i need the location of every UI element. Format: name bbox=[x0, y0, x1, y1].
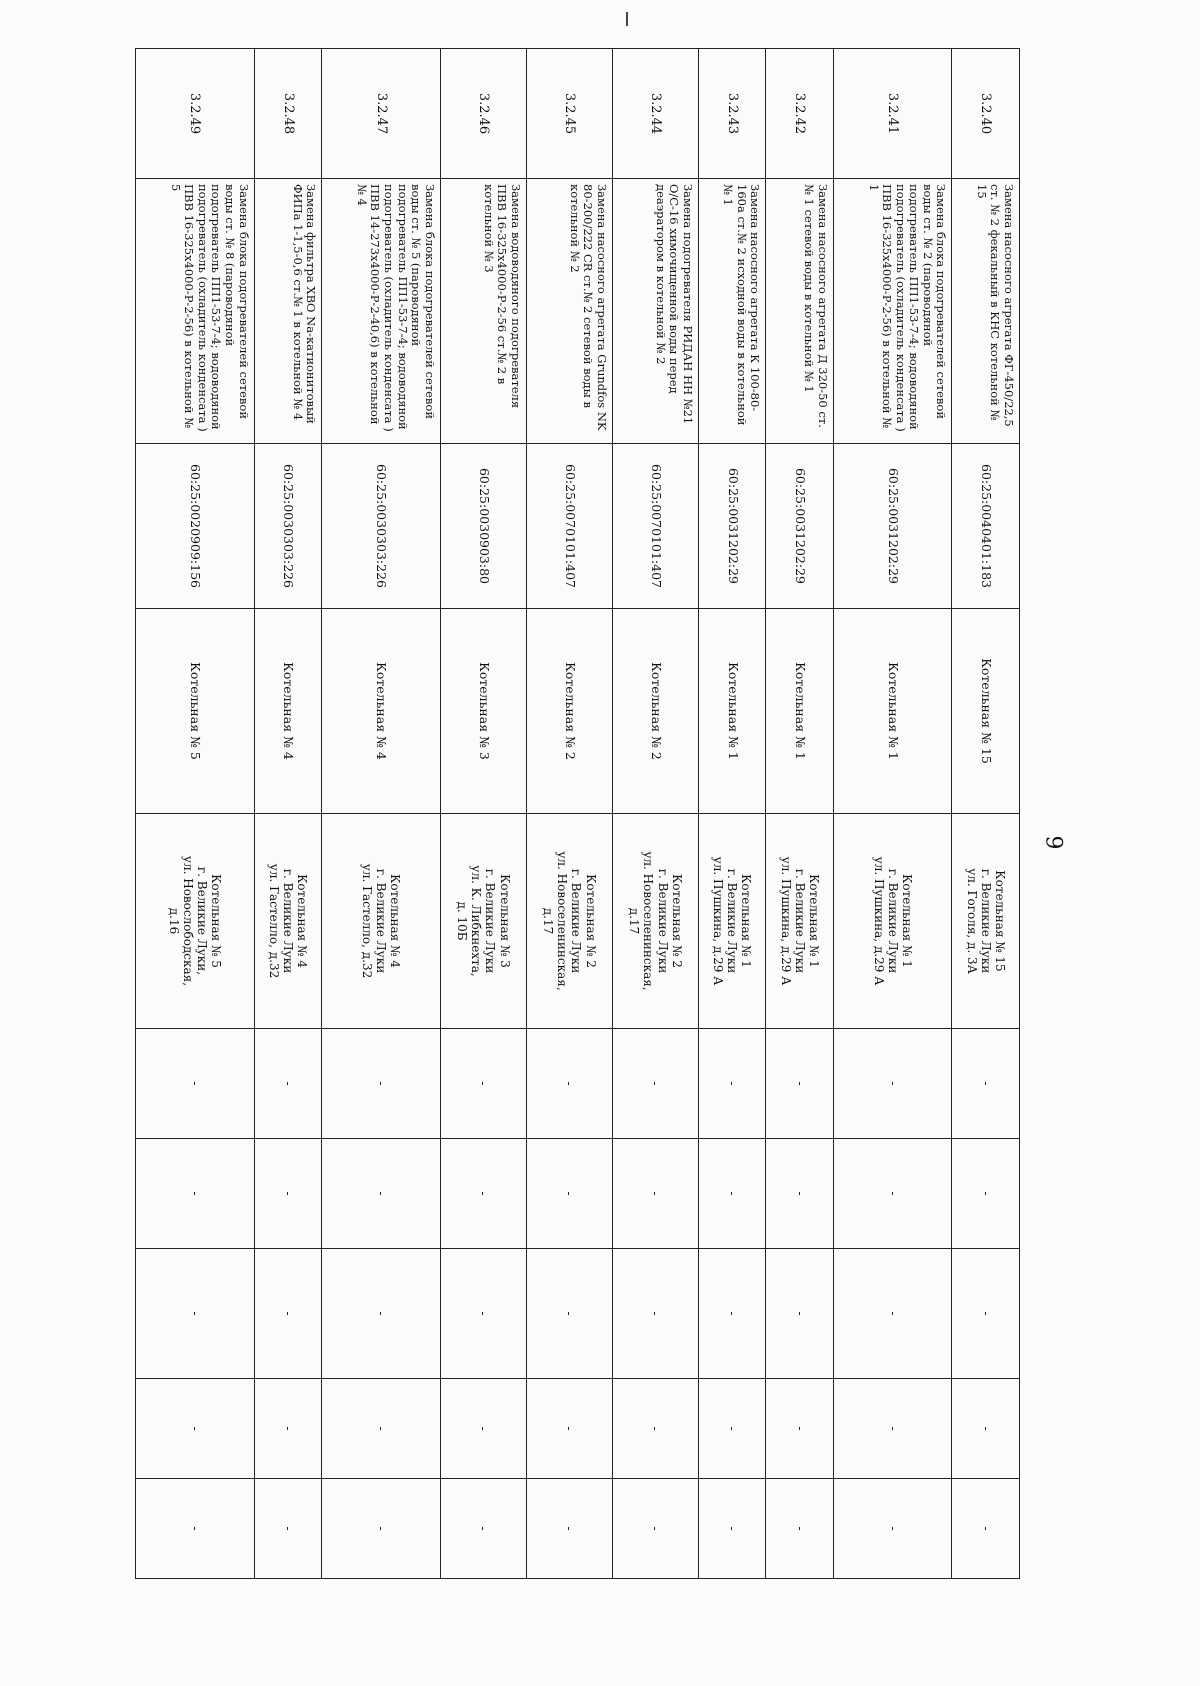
cell-dash: - bbox=[254, 1029, 322, 1139]
cell-dash: - bbox=[612, 1379, 698, 1479]
work-description: Замена блока подогревателей сетевой воды ст. № 8 (пароводяной подогреватель ПП1-53-7-4; водоводяной подогреватель (охладитель конденсата ) ПВВ 16-325х4000-Р-2-56) в котельной № 5 bbox=[136, 179, 255, 444]
object-name: Котельная № 3 bbox=[440, 609, 526, 814]
cell-dash: - bbox=[612, 1139, 698, 1249]
cell-dash: - bbox=[612, 1029, 698, 1139]
cell-dash: - bbox=[612, 1479, 698, 1579]
cell-dash: - bbox=[766, 1249, 834, 1379]
table-row bbox=[136, 49, 255, 1579]
row-number: 3.2.46 bbox=[440, 49, 526, 179]
work-description: Замена блока подогревателей сетевой воды ст. № 5 (пароводяной подогреватель ПП1-53-7-4; водоводяной подогреватель (охладитель конденсата ) ПВВ 14-273х4000-Р-2-40,6) в котельной № 4 bbox=[322, 179, 441, 444]
cadastral-number: 60:25:0030903:80 bbox=[440, 444, 526, 609]
cell-dash: - bbox=[698, 1379, 766, 1479]
cell-dash: - bbox=[952, 1139, 1020, 1249]
cell-dash: - bbox=[833, 1249, 952, 1379]
work-description: Замена насосного агрегата Д 320-50 ст.№ 1 сетевой воды в котельной № 1 bbox=[766, 179, 834, 444]
object-address: Котельная № 1 г. Великие Луки ул. Пушкина, д.29 А bbox=[698, 814, 766, 1029]
row-number: 3.2.43 bbox=[698, 49, 766, 179]
table-body bbox=[136, 49, 1020, 1579]
cell-dash: - bbox=[698, 1139, 766, 1249]
table-row bbox=[766, 49, 834, 1579]
cell-dash: - bbox=[766, 1029, 834, 1139]
table-row bbox=[952, 49, 1020, 1579]
cell-dash: - bbox=[440, 1379, 526, 1479]
table-row bbox=[322, 49, 441, 1579]
rotated-table-container bbox=[135, 48, 1020, 1578]
work-description: Замена подогревателя РИДАН НН №21 О/С-16 химочищенной воды перед деаэратором в котельной № 2 bbox=[612, 179, 698, 444]
cell-dash: - bbox=[526, 1379, 612, 1479]
cell-dash: - bbox=[698, 1249, 766, 1379]
row-number: 3.2.40 bbox=[952, 49, 1020, 179]
cell-dash: - bbox=[136, 1139, 255, 1249]
cell-dash: - bbox=[322, 1139, 441, 1249]
cadastral-number: 60:25:0040401:183 bbox=[952, 444, 1020, 609]
cadastral-number: 60:25:0030303:226 bbox=[254, 444, 322, 609]
cell-dash: - bbox=[698, 1479, 766, 1579]
cell-dash: - bbox=[254, 1249, 322, 1379]
cadastral-number: 60:25:0031202:29 bbox=[833, 444, 952, 609]
object-address: Котельная № 5 г. Великие Луки, ул. Новослободская, д.16 bbox=[136, 814, 255, 1029]
row-number: 3.2.41 bbox=[833, 49, 952, 179]
object-address: Котельная № 1 г. Великие Луки ул. Пушкина, д.29 А bbox=[766, 814, 834, 1029]
cell-dash: - bbox=[612, 1249, 698, 1379]
object-name: Котельная № 1 bbox=[766, 609, 834, 814]
cell-dash: - bbox=[322, 1029, 441, 1139]
object-name: Котельная № 5 bbox=[136, 609, 255, 814]
cell-dash: - bbox=[254, 1139, 322, 1249]
object-name: Котельная № 15 bbox=[952, 609, 1020, 814]
cell-dash: - bbox=[254, 1479, 322, 1579]
table-row bbox=[698, 49, 766, 1579]
cell-dash: - bbox=[254, 1379, 322, 1479]
object-name: Котельная № 1 bbox=[698, 609, 766, 814]
scan-mark bbox=[626, 12, 628, 26]
object-address: Котельная № 15 г. Великие Луки ул. Гоголя, д. 3А bbox=[952, 814, 1020, 1029]
cell-dash: - bbox=[136, 1249, 255, 1379]
row-number: 3.2.42 bbox=[766, 49, 834, 179]
cadastral-number: 60:25:0031202:29 bbox=[698, 444, 766, 609]
cell-dash: - bbox=[952, 1479, 1020, 1579]
cell-dash: - bbox=[952, 1029, 1020, 1139]
cell-dash: - bbox=[766, 1139, 834, 1249]
cell-dash: - bbox=[322, 1379, 441, 1479]
row-number: 3.2.48 bbox=[254, 49, 322, 179]
object-address: Котельная № 3 г. Великие Луки ул. К. Либкнехта, д. 10Б bbox=[440, 814, 526, 1029]
work-description: Замена фильтра ХВО Na-катионитовый ФИПа 1-1,5-0,6 ст.№ 1 в котельной № 4 bbox=[254, 179, 322, 444]
object-name: Котельная № 2 bbox=[612, 609, 698, 814]
object-address: Котельная № 1 г. Великие Луки ул. Пушкина, д.29 А bbox=[833, 814, 952, 1029]
cadastral-number: 60:25:0030303:226 bbox=[322, 444, 441, 609]
cell-dash: - bbox=[766, 1379, 834, 1479]
row-number: 3.2.49 bbox=[136, 49, 255, 179]
work-description: Замена насосного агрегата К 100-80-160а ст.№ 2 исходной воды в котельной № 1 bbox=[698, 179, 766, 444]
row-number: 3.2.45 bbox=[526, 49, 612, 179]
cell-dash: - bbox=[526, 1029, 612, 1139]
table-row bbox=[526, 49, 612, 1579]
object-name: Котельная № 4 bbox=[322, 609, 441, 814]
cell-dash: - bbox=[526, 1479, 612, 1579]
cell-dash: - bbox=[766, 1479, 834, 1579]
cadastral-number: 60:25:0070101:407 bbox=[526, 444, 612, 609]
cell-dash: - bbox=[952, 1249, 1020, 1379]
work-description: Замена насосного агрегата ФГ-450/22,5 ст. № 2 фекальный в КНС котельной № 15 bbox=[952, 179, 1020, 444]
works-table bbox=[135, 48, 1020, 1579]
object-name: Котельная № 2 bbox=[526, 609, 612, 814]
cell-dash: - bbox=[440, 1249, 526, 1379]
object-name: Котельная № 4 bbox=[254, 609, 322, 814]
cell-dash: - bbox=[526, 1139, 612, 1249]
cell-dash: - bbox=[322, 1249, 441, 1379]
work-description: Замена блока подогревателей сетевой воды ст. № 2 (пароводяной подогреватель ПП1-53-7-4; водоводяной подогреватель (охладитель конденсата ) ПВВ 16-325х4000-Р-2-56) в котельной № 1 bbox=[833, 179, 952, 444]
row-number: 3.2.44 bbox=[612, 49, 698, 179]
cell-dash: - bbox=[833, 1479, 952, 1579]
cell-dash: - bbox=[440, 1139, 526, 1249]
page-number: 9 bbox=[1040, 835, 1066, 850]
cell-dash: - bbox=[322, 1479, 441, 1579]
object-address: Котельная № 4 г. Великие Луки ул. Гастелло, д.32 bbox=[322, 814, 441, 1029]
work-description: Замена насосного агрегата Grundfos NK 80-200/222 CR ст.№ 2 сетевой воды в котельной № 2 bbox=[526, 179, 612, 444]
cell-dash: - bbox=[698, 1029, 766, 1139]
cadastral-number: 60:25:0070101:407 bbox=[612, 444, 698, 609]
cell-dash: - bbox=[833, 1139, 952, 1249]
cell-dash: - bbox=[440, 1029, 526, 1139]
object-address: Котельная № 2 г. Великие Луки ул. Новоселенинская, д.17 bbox=[526, 814, 612, 1029]
table-row bbox=[612, 49, 698, 1579]
cell-dash: - bbox=[136, 1029, 255, 1139]
cell-dash: - bbox=[136, 1379, 255, 1479]
table-row bbox=[440, 49, 526, 1579]
cell-dash: - bbox=[526, 1249, 612, 1379]
row-number: 3.2.47 bbox=[322, 49, 441, 179]
cell-dash: - bbox=[833, 1379, 952, 1479]
table-row bbox=[254, 49, 322, 1579]
work-description: Замена водоводяного подогревателя ПВВ 16-325х4000-Р-2-56 ст.№ 2 в котельной № 3 bbox=[440, 179, 526, 444]
cell-dash: - bbox=[833, 1029, 952, 1139]
object-name: Котельная № 1 bbox=[833, 609, 952, 814]
cell-dash: - bbox=[440, 1479, 526, 1579]
object-address: Котельная № 4 г. Великие Луки ул. Гастелло, д.32 bbox=[254, 814, 322, 1029]
cadastral-number: 60:25:0020909:156 bbox=[136, 444, 255, 609]
object-address: Котельная № 2 г. Великие Луки ул. Новоселенинская, д.17 bbox=[612, 814, 698, 1029]
cadastral-number: 60:25:0031202:29 bbox=[766, 444, 834, 609]
table-row bbox=[833, 49, 952, 1579]
cell-dash: - bbox=[952, 1379, 1020, 1479]
cell-dash: - bbox=[136, 1479, 255, 1579]
